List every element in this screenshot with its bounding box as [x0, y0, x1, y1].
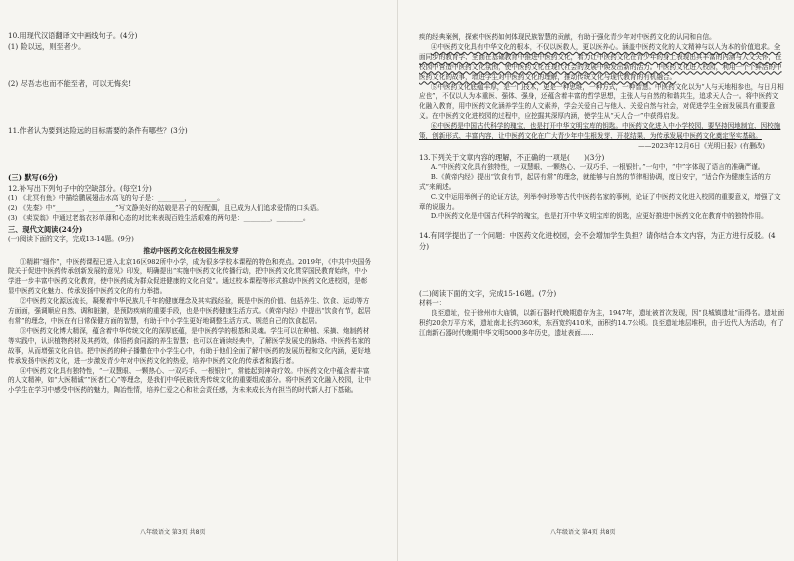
paragraph-4: ④中医药文化具有独特性，“一双慧眼、一颗热心、一双巧手、一根银针”，常能起到神奇疗效。中医药文化中蕴含着丰富的人文精神，如“大医精诚”“医者仁心”等理念，是我们中华民族优秀传统文化的重要组成部分。将中医药文化融入校园，让中小学生在学习中感受中医药的魅力，陶冶性情，培养仁爱之心和社会责任感，为未来成长为有担当的时代新人打下基础。 — [8, 366, 371, 395]
question-12-item-3: (3) 《卖炭翁》中通过老翁衣衫单薄和心态的对比来表现百姓生活艰难的两句是：________，________。 — [8, 213, 310, 222]
question-12: 12.补写出下列句子中的空缺部分。(每空1分) — [8, 184, 152, 193]
part-1-instructions: (一)阅读下面的文字，完成13-14题。(9分) — [8, 234, 134, 243]
question-13: 13.下列关于文章内容的理解，不正确的一项是( )(3分) — [419, 152, 605, 162]
page-footer-right: 八年级语文 第4页 共8页 — [550, 529, 616, 536]
question-13-option-c: C.文中运用举例子的论证方法，列举李时珍等古代中医药名家的事例，论证了中医药文化进入校园的重要意义，增强了文章的说服力。 — [419, 192, 781, 211]
paragraph-1: ①精耕“细作”，中医药课程已进入北京16区982所中小学，成为很多学校本课程的特色和亮点。2019年，《中共中央国务院关于促进中医药传承创新发展的意见》印发，明确提出“实施中医药文化传播行动，把中医药文化贯穿国民教育始终，中小学进一步丰富中医药文化教育，使中医药成为群众促进健康的文化自觉”。通过校本课程等形式推动中医药文化进校园，是彰显中医药文化魅力、传承发扬中医药文化的有力举措。 — [8, 257, 371, 296]
paragraph-5: ⑤中医药文化底蕴丰厚，是一门技术，更是一种思维，一种方式，一种智慧。中医药文化以为“人与天地相参也，与日月相应也”，不仅以人为本重医、强体、强身，还蕴含着丰富的哲学思想，主张人与自然的和谐共生，追求天人合一。将中医药文化融入教育，用中医药文化涵养学生的人文素养，学会关爱自己与他人、关爱自然与社会，对促进学生全面发展具有重要意义。在中医药文化进校园的过程中，应挖掘其深厚内涵，使学生从“天人合一”中获得启发。 — [419, 82, 784, 121]
question-13-option-a: A.“中医药文化具有独特性，一双慧眼、一颗热心、一双巧手、一根银针。”一句中，“中”字体现了语言的准确严谨。 — [430, 162, 765, 171]
paragraph-4b: ④中医药文化具有中华文化的根本，不仅以医救人，更以医养心。涵盖中医药文化的人文精神与以人为本的价值追求。全面同步的教育学、全面在基础教育中推进中医药文化，着力让中医药文化在青少年的身上表现出其丰富的内涵与人文关怀，在校园中营造中医药文化氛围，使中医药文化在现代社会的发展中焕发出新的活力。中医药文化进入校园，利用一个个鲜活的中医药文化的故事，增进学生对中医药文化的理解，推动传统文化与现代教育的有机融合。 — [419, 42, 782, 81]
question-13-option-d: D.中医药文化是中国古代科学的瑰宝，也是打开中华文明宝库的钥匙，应更好推进中医药文化在教育中的独特作用。 — [430, 212, 768, 221]
paragraph-6: ⑥中医药是中国古代科学的瑰宝，也是打开中华文明宝库的钥匙。中医药文化进入中小学校园，要坚持因地制宜、因校施策，创新形式、丰富内容，让中医药文化在广大青少年中生根发芽、开花结果，为传承发展中医药文化奠定坚实基础。 — [419, 122, 781, 141]
question-11: 11.作者认为要到达险远的目标需要的条件有哪些？(3分) — [8, 126, 188, 135]
paragraph-continued: 疾的经典案例，探索中医药如何体现民族智慧的贡献，有助于强化青少年对中医药文化的认同和自信。 — [419, 33, 716, 41]
material-1-label: 材料一： — [419, 299, 446, 308]
right-page — [419, 33, 785, 339]
question-10-item-2: (2) 尽吾志也而不能至者，可以无悔矣! — [8, 79, 132, 88]
paragraph-2: ②中医药文化源远流长，凝聚着中华民族几千年的健康理念及其实践经验，既是中医的价值、包括养生、饮食、运动等方方面面，强调顺应自然、调和脏腑，是预防疾病的重要手段，也是中医药健康生活方式。《黄帝内经》中提出“饮食有节，起居有常”的理念，中医在有日常保健方面的智慧，有助于中小学生更好地调整生活方式、规范自己的饮食起居。 — [8, 297, 371, 325]
left-page — [8, 30, 374, 396]
question-12-item-2: (2) 《先秦》中“________，________”写文静美好的姑娘是君子的好配偶，且已成为人们追求爱情的口头语。 — [8, 203, 323, 212]
question-12-item-1: (1) 《北冥有鱼》中描绘鹏展翅击水高飞的句子是：________，________。 — [8, 194, 224, 202]
article-source: ——2023年12月6日《光明日报》(有删改) — [638, 141, 765, 150]
article-title: 推动中医药文化在校园生根发芽 — [143, 246, 239, 255]
question-13-option-b: B.《黄帝内经》提出“饮食有节，起居有常”的理念，就能够与自然的节律相协调，度日安宁，“适合作为健康生活的方式”来阐述。 — [419, 172, 772, 191]
paragraph-3: ③中医药文化博大精深，蕴含着中华传统文化的深厚底蕴，是中医药学的根基和灵魂。学生可以在种植、采摘、炮制药材等实践中，认识植物药材及其药效，体悟药食同源的养生智慧；也可以在诵读经典中，了解医学发展史的脉络、中医药名家的故事，从而增强文化自信。把中医药的种子播撒在中小学生心中，有助于他们全面了解中医药的发展历程和文化内涵，更好地传承发扬中医药文化，进一步激发青少年对中医药文化的热爱，培养中医药文化的传承者和践行者。 — [8, 326, 371, 365]
part-2-instructions: (二)阅读下面的文字，完成15-16题。(7分) — [419, 289, 557, 299]
material-1-text: 良至遗址，位于徐州市大庙镇，以新石器时代晚期遗存为主，1947年，遗址被首次发现，因“良城镇遗址”而得名。遗址面积约20余万平方米，遗址南北长约360米，东西宽约410米，面积约14.7公顷。良至遗址地层堆积，由于近代人为活动，有了江南新石器时代晚期中华文明5000多年历史，遗址表面...... — [419, 309, 785, 338]
section-3-heading: (三) 默写(6分) — [8, 173, 58, 182]
section-4-heading: 三、现代文阅读(24分) — [8, 224, 83, 234]
question-10-item-1: (1) 险以远，则至者少。 — [8, 42, 86, 51]
page-footer-left: 八年级语文 第3页 共8页 — [140, 529, 206, 536]
page-divider — [397, 0, 398, 561]
question-10: 10.用现代汉语翻译文中画线句子。(4分) — [8, 31, 138, 40]
question-14: 14.有同学提出了一个问题：中医药文化进校园，会不会增加学生负担？请你结合本文内容，为正方进行反驳。(4分) — [419, 231, 776, 252]
